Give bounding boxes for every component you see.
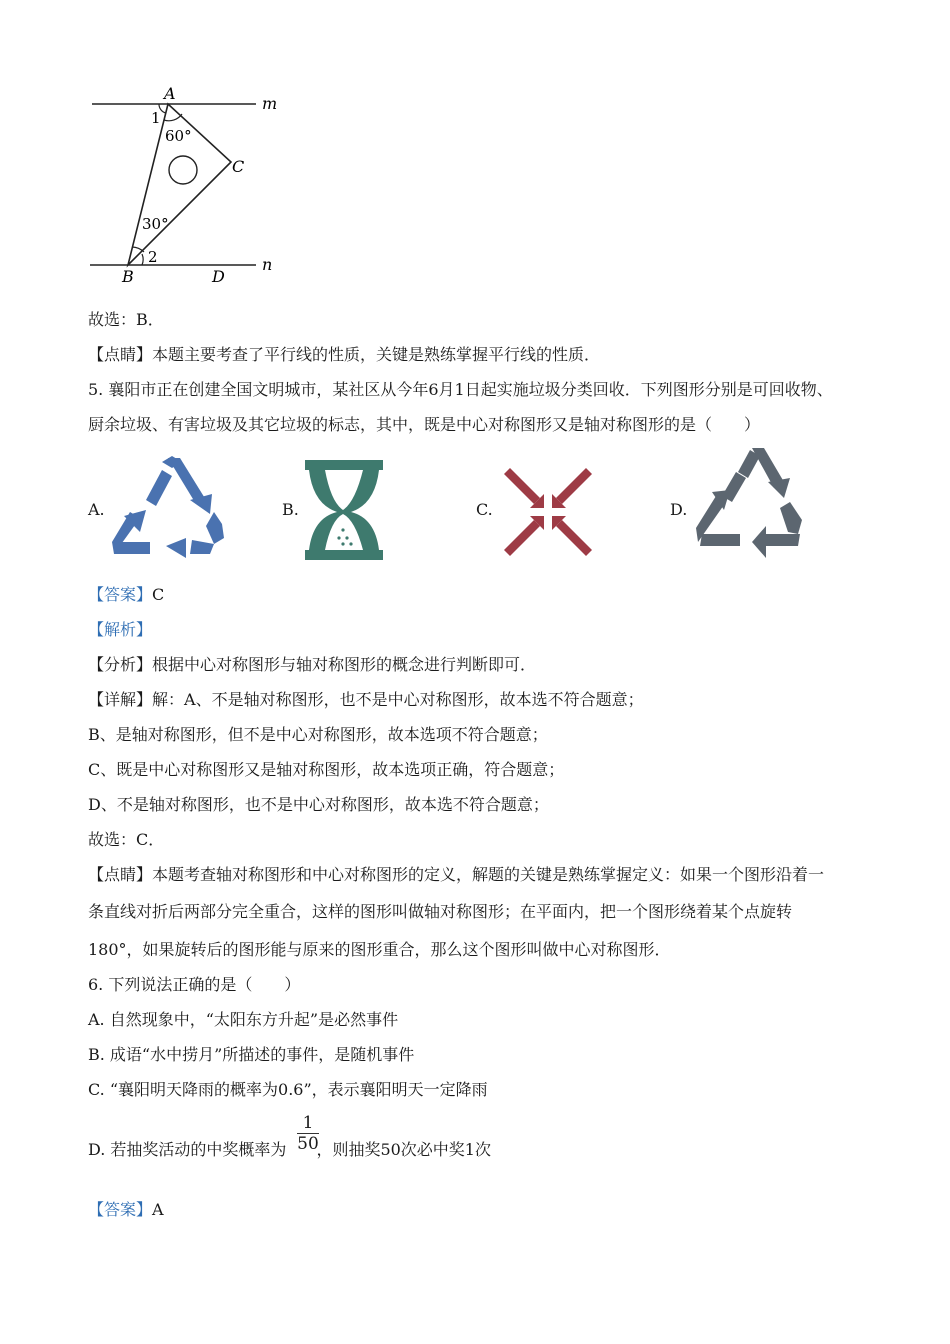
label-angle-1: 1 — [151, 109, 161, 127]
q4-conclusion: 故选：B． — [88, 310, 164, 329]
q6-option-a: A. 自然现象中，“太阳东方升起”是必然事件 — [88, 1010, 399, 1029]
label-d: D — [212, 267, 225, 286]
triangle-arrows-icon — [694, 446, 806, 560]
q5-conclusion: 故选：C． — [88, 830, 165, 849]
q5-answer — [88, 584, 164, 606]
q5-answer-value: C — [152, 585, 165, 604]
q6-option-c: C. “襄阳明天降雨的概率为0.6”，表示襄阳明天一定降雨 — [88, 1080, 488, 1099]
label-60: 60° — [165, 127, 192, 145]
label-m: m — [262, 94, 278, 113]
q5-fenxi-text: 根据中心对称图形与轴对称图形的概念进行判断即可． — [152, 655, 537, 674]
q4-tip-text: 本题主要考查了平行线的性质，关键是熟练掌握平行线的性质． — [152, 345, 601, 364]
label-a: A — [164, 84, 176, 103]
q5-tip-line2: 条直线对折后两部分完全重合，这样的图形叫做轴对称图形；在平面内，把一个图形绕着某个点旋转 — [88, 902, 793, 921]
recycle-arrows-icon — [110, 454, 226, 560]
q4-tip-tag: 【点睛】 — [88, 345, 153, 364]
q5-stem-line2: 厨余垃圾、有害垃圾及其它垃圾的标志，其中，既是中心对称图形又是轴对称图形的是（ ） — [88, 415, 761, 434]
q6-answer-tag: 【答案】 — [88, 1200, 153, 1219]
label-n: n — [262, 255, 273, 274]
label-c: C — [232, 157, 245, 176]
label-b: B — [122, 267, 134, 286]
q6-option-b: B. 成语“水中捞月”所描述的事件，是随机事件 — [88, 1045, 415, 1064]
q5-detail-tag: 【详解】 — [88, 690, 153, 709]
q4-tip — [88, 344, 600, 366]
label-angle-2: 2 — [148, 248, 158, 266]
q5-detail-c: C、既是中心对称图形又是轴对称图形，故本选项正确，符合题意； — [88, 760, 565, 779]
q5-detail-d: D、不是轴对称图形，也不是中心对称图形，故本选不符合题意； — [88, 795, 549, 814]
q6-fraction-denominator: 50 — [297, 1134, 319, 1154]
q6-fraction-numerator: 1 — [302, 1113, 314, 1133]
q5-stem-line1: 5. 襄阳市正在创建全国文明城市，某社区从今年6月1日起实施垃圾分类回收．下列图形分别是可回收物、 — [88, 380, 833, 399]
q5-fenxi-tag: 【分析】 — [88, 655, 153, 674]
q5-option-a-label: A. — [88, 500, 105, 519]
q6-answer-value: A — [152, 1200, 164, 1219]
label-30: 30° — [142, 215, 169, 233]
q5-detail — [88, 689, 644, 711]
q6-option-d-pre: D. 若抽奖活动的中奖概率为 — [88, 1140, 287, 1159]
hourglass-icon — [303, 458, 385, 562]
parallel-lines-triangle-figure — [86, 82, 286, 287]
q5-detail-b: B、是轴对称图形，但不是中心对称图形，故本选项不符合题意； — [88, 725, 548, 744]
q6-option-d — [88, 1139, 491, 1161]
q5-tip-tag: 【点睛】 — [88, 865, 153, 884]
q5-option-c-label: C. — [476, 500, 493, 519]
q5-answer-tag: 【答案】 — [88, 585, 153, 604]
q6-option-d-post: ，则抽奖50次必中奖1次 — [316, 1140, 491, 1159]
q6-stem: 6. 下列说法正确的是（ ） — [88, 975, 301, 994]
q5-detail-a: 解：A、不是轴对称图形，也不是中心对称图形，故本选不符合题意； — [152, 690, 644, 709]
q5-option-d-label: D. — [670, 500, 688, 519]
four-arrows-inward-icon — [500, 464, 596, 560]
q5-option-b-label: B. — [282, 500, 299, 519]
q5-tip-line1: 本题考查轴对称图形和中心对称图形的定义，解题的关键是熟练掌握定义：如果一个图形沿着一 — [152, 865, 825, 884]
q5-fenxi — [88, 654, 536, 676]
q6-answer — [88, 1199, 164, 1221]
q6-fraction — [297, 1113, 319, 1154]
q5-tip — [88, 864, 824, 886]
q5-tip-line3: 180°，如果旋转后的图形能与原来的图形重合，那么这个图形叫做中心对称图形． — [88, 940, 671, 959]
q5-analysis-tag: 【解析】 — [88, 620, 153, 639]
